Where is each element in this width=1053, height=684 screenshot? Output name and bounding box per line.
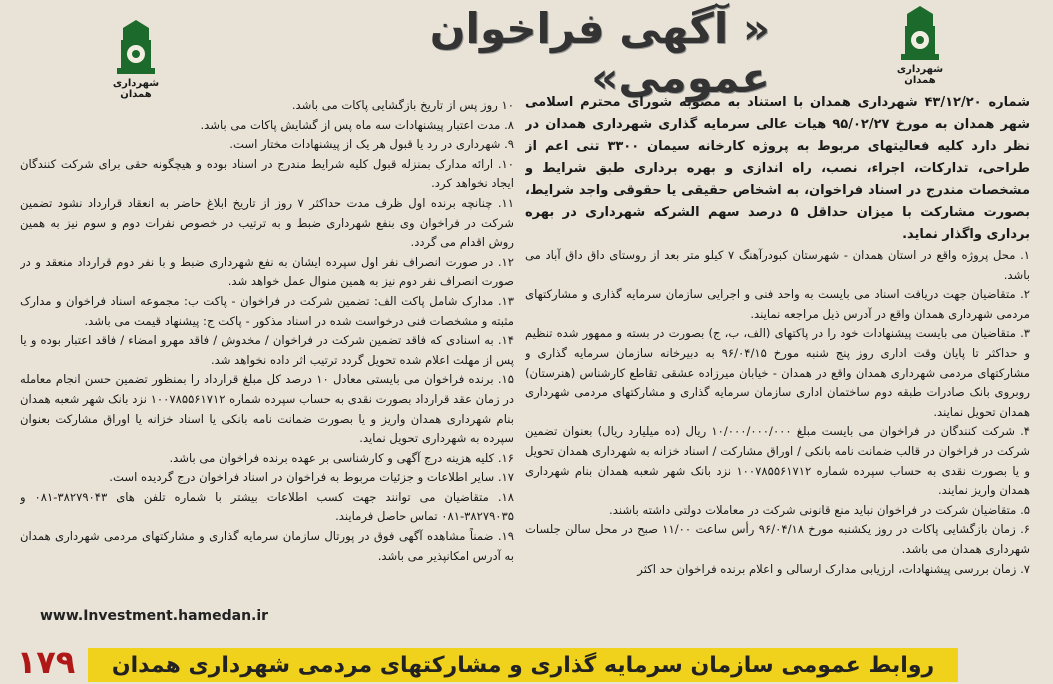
logo-caption: شهرداری همدان — [896, 64, 944, 86]
list-item: ۱۷. سایر اطلاعات و جزئیات مربوط به فراخوان در اسناد فراخوان درج گردیده است. — [109, 470, 514, 485]
list-item: ۹. شهرداری در رد یا قبول هر یک از پیشنهادات مختار است. — [229, 137, 514, 152]
list-item: ۱۵. برنده فراخوان می بایستی معادل ۱۰ درصد کل مبلغ قرارداد را بمنظور تضمین حسن انجام معامله در زمان عقد قرارداد بصورت نقدی به حساب سپرده شماره ۱۰۰۷۸۵۵۶۱۷۱۲ نزد بانک شهر شعبه همدان بنام شهرداری همدان واریز و یا بصورت ضمانت نامه بانکی یا اسناد خزانه یا اوراق مشارکت بعنوان سپرده به شهرداری تحویل نماید. — [20, 372, 514, 446]
list-item: ۱۲. در صورت انصراف نفر اول سپرده ایشان به نفع شهرداری ضبط و با نفر دوم قرارداد منعقد و در صورت انصراف نفر دوم نیز به همین منوال عمل خواهد شد. — [20, 254, 514, 289]
list-item: ۴. شرکت کنندگان در فراخوان می بایست مبلغ ۱۰/۰۰۰/۰۰۰/۰۰۰ ریال (ده میلیارد ریال) بعنوان تضمین شرکت در فراخوان در قالب ضمانت نامه بانکی / اوراق مشارکت / اسناد خزانه به شهرداری همدان تحویل و یا بصورت نقدی به حساب سپرده شماره ۱۰۰۷۸۵۵۶۱۷۱۲ نزد بانک شهر شعبه همدان بنام شهرداری همدان واریز نمایند. — [525, 424, 1030, 498]
emblem-icon — [895, 4, 945, 62]
list-item: ۶. زمان بازگشایی پاکات در روز یکشنبه مورخ ۹۶/۰۴/۱۸ رأس ساعت ۱۱/۰۰ صبح در محل سالن جلسات شهرداری همدان می باشد. — [525, 522, 1030, 556]
list-item: ۱۹. ضمناً مشاهده آگهی فوق در پورتال سازمان سرمایه گذاری و مشارکتهای مردمی شهرداری همدان به آدرس امکانپذیر می باشد. — [20, 529, 514, 563]
list-item: ۱۰ روز پس از تاریخ بازگشایی پاکات می باشد. — [291, 98, 514, 112]
list-item: ۱۴. به اسنادی که فاقد تضمین شرکت در فراخوان / مخدوش / فاقد مهرو امضاء / فاقد اعتبار بوده و یا پس از مهلت اعلام شده تحویل گردد ترتیب اثر داده نخواهد شد. — [20, 333, 514, 367]
right-column — [525, 92, 1030, 644]
emblem-icon — [111, 18, 161, 76]
list-item: ۱۰. ارائه مدارک بمنزله قبول کلیه شرایط مندرج در اسناد بوده و هیچگونه حقی برای شرکت کنندگان ایجاد نخواهد کرد. — [20, 156, 514, 191]
footer-banner: روابط عمومی سازمان سرمایه گذاری و مشارکتهای مردمی شهرداری همدان — [88, 648, 958, 682]
list-item: ۱. محل پروژه واقع در استان همدان - شهرستان کبودرآهنگ ۷ کیلو متر بعد از روستای داق داق آباد می باشد. — [525, 248, 1030, 282]
list-item: ۳. متقاضیان می بایست پیشنهادات خود را در پاکتهای (الف، ب، ج) بصورت در بسته و ممهور شده تنظیم و حداکثر تا پایان وقت اداری روز پنج شنبه مورخ ۹۶/۰۴/۱۵ به دبیرخانه سازمان سرمایه گذاری و مشارکتهای مردمی شهرداری همدان واقع در همدان - خیابان میرزاده عشقی تقاطع کارشناس (هنرستان) روبروی بانک صادرات طبقه دوم ساختمان اداری سازمان سرمایه گذاری و مشارکتهای مردمی شهرداری همدان تحویل نمایند. — [525, 326, 1030, 419]
logo-caption: شهرداری همدان — [112, 78, 160, 100]
website-link[interactable]: www.Investment.hamedan.ir — [40, 608, 269, 624]
list-item: ۷. زمان بررسی پیشنهادات، ارزیابی مدارک ارسالی و اعلام برنده فراخوان حد اکثر — [637, 561, 1030, 576]
page-number: ۱۷۹ — [16, 643, 76, 681]
list-item: ۱۶. کلیه هزینه درج آگهی و کارشناسی بر عهده برنده فراخوان می باشد. — [169, 450, 514, 465]
list-item: ۸. مدت اعتبار پیشنهادات سه ماه پس از گشایش پاکات می باشد. — [200, 117, 514, 132]
hamedan-municipality-logo-right — [880, 4, 960, 86]
list-item: ۵. متقاضیان شرکت در فراخوان نباید منع قانونی شرکت در معاملات دولتی داشته باشند. — [609, 502, 1030, 517]
ad-title: « آگهی فراخوان عمومی» — [429, 4, 770, 102]
list-item: ۱۳. مدارک شامل پاکت الف: تضمین شرکت در فراخوان - پاکت ب: مجموعه اسناد فراخوان و مدارک مثبته و مشخصات فنی درخواست شده در اسناد مذکور - پاکت ج: پیشنهاد قیمت می باشد. — [20, 293, 514, 328]
intro-paragraph: شماره ۴۳/۱۲/۲۰ شهرداری همدان با استناد به مصوبه شورای محترم اسلامی شهر همدان به مورخ ۹۵/۰۲/۲۷ هیات عالی سرمایه گذاری شهرداری همدان در نظر دارد کلیه فعالیتهای مربوط به پروژه کارخانه سیمان ۳۳۰۰ تنی اعم از طراحی، تدارکات، اجراء، نصب، راه اندازی و بهره برداری طبق شرایط و مشخصات مندرج در اسناد فراخوان، به اشخاص حقیقی یا حقوقی واجد شرایط، بصورت مشارکت با میزان حداقل ۵ درصد سهم الشرکه شهرداری در بهره برداری واگذار نماید. — [525, 95, 1030, 242]
list-item: ۱۱. چنانچه برنده اول ظرف مدت حداکثر ۷ روز از تاریخ ابلاغ حاضر به انعقاد قرارداد نشود تضمین شرکت در فراخوان وی بنفع شهرداری ضبط و به ترتیب در خصوص نفرات دوم و سوم نیز به همین روش اقدام می گردد. — [20, 195, 514, 250]
list-item: ۱۸. متقاضیان می توانند جهت کسب اطلاعات بیشتر با شماره تلفن های ۳۸۲۷۹۰۴۳-۰۸۱ و ۳۸۲۷۹۰۳۵-۰۸۱ تماس حاصل فرمایند. — [20, 489, 514, 524]
left-column — [20, 96, 514, 644]
list-item: ۲. متقاضیان جهت دریافت اسناد می بایست به واحد فنی و اجرایی سازمان سرمایه گذاری و مشارکتهای مردمی شهرداری همدان واقع در آدرس ذیل مراجعه نمایند. — [525, 287, 1030, 321]
hamedan-municipality-logo-left — [96, 18, 176, 100]
